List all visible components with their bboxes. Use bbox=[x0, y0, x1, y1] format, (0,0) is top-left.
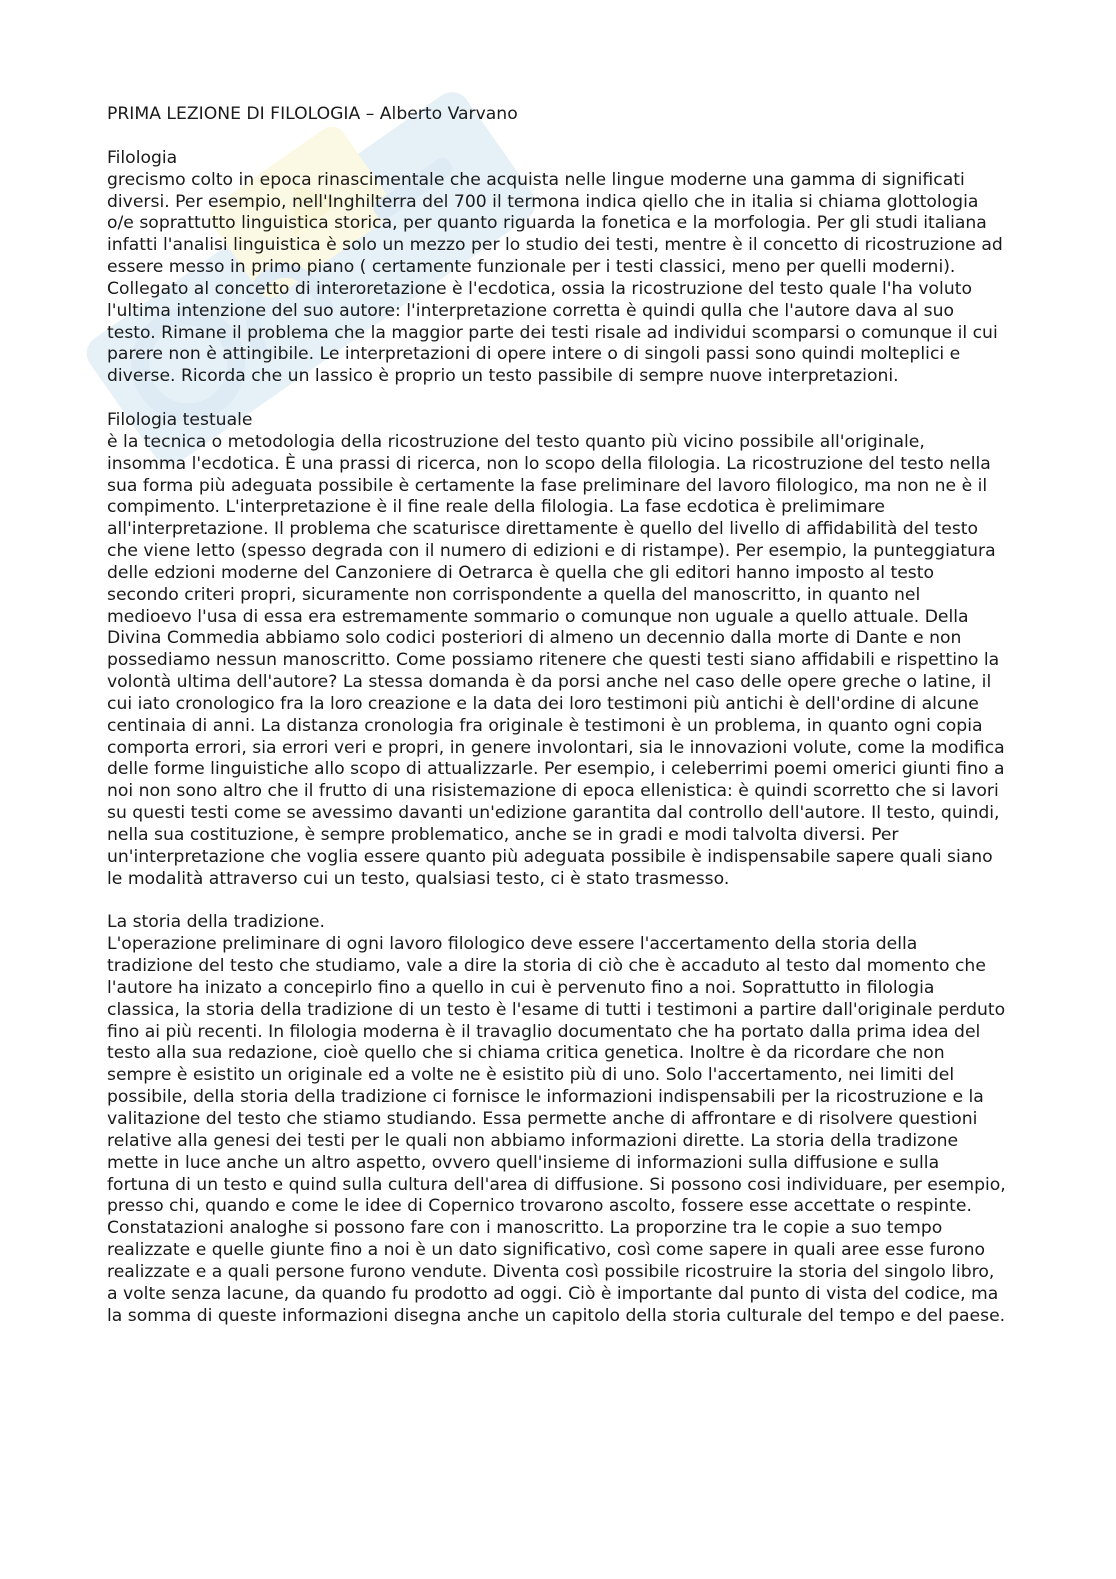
section-filologia bbox=[107, 148, 1007, 388]
section-heading: Filologia bbox=[107, 147, 178, 168]
section-filologia-testuale bbox=[107, 410, 1007, 891]
section-heading: La storia della tradizione. bbox=[107, 912, 325, 933]
section-storia-tradizione bbox=[107, 912, 1007, 1327]
document-title: PRIMA LEZIONE DI FILOLOGIA – Alberto Varvano bbox=[107, 104, 518, 124]
section-paragraph: L'operazione preliminare di ogni lavoro filologico deve essere l'accertamento della storia della tradizione del testo che studiamo, vale a dire la storia di ciò che è accaduto al testo dal momento che l'autore ha inizato a concepirlo fino a quello in cui è pervenuto fino a noi. Soprattutto in filologia classica, la storia della tradizione di un testo è l'esame di tutti i testimoni a partire dall'originale perduto fino ai più recenti. In filologia moderna è il travaglio documentato che ha portato dalla prima idea del testo alla sua redazione, cioè quello che si chiama critica genetica. Inoltre è da ricordare che non sempre è esistito un originale ed a volte ne è esistito più di uno. Solo l'accertamento, nei limiti del possibile, della storia della tradizione ci fornisce le informazioni indispensabili per la ricostruzione e la valitazione del testo che stiamo studiando. Essa permette anche di affrontare e di risolvere questioni relative alla genesi dei testi per le quali non abbiamo informazioni dirette. La storia della tradizone mette in luce anche un altro aspetto, ovvero quell'insieme di informazioni sulla diffusione e sulla fortuna di un testo e quind sulla cultura dell'area di diffusione. Si possono cosi individuare, per esempio, presso chi, quando e come le idee di Copernico trovarono ascolto, fossere esse accettate o respinte. Constatazioni analoghe si possono fare con i manoscritto. La proporzine tra le copie a suo tempo realizzate e quelle giunte fino a noi è un dato significativo, così come sapere in quali aree esse furono realizzate e a quali persone furono vendute. Diventa così possibile ricostruire la storia del singolo libro, a volte senza lacune, da quando fu prodotto ad oggi. Ciò è importante dal punto di vista del codice, ma la somma di queste informazioni disegna anche un capitolo della storia culturale del tempo e del paese. bbox=[107, 934, 1006, 1326]
document-page bbox=[107, 104, 1007, 1349]
section-paragraph: è la tecnica o metodologia della ricostruzione del testo quanto più vicino possibile all'originale, insomma l'ecdotica. È una prassi di ricerca, non lo scopo della filologia. La ricostruzione del testo nella sua forma più adeguata possibile è certamente la fase preliminare del lavoro filologico, ma non ne è il compimento. L'interpretazione è il fine reale della filologia. La fase ecdotica è prelimimare all'interpretazione. Il problema che scaturisce direttamente è quello del livello di affidabilità del testo che viene letto (spesso degrada con il numero di edizioni e di ristampe). Per esempio, la punteggiatura delle edzioni moderne del Canzoniere di Oetrarca è quella che gli editori hanno imposto al testo secondo criteri propri, sicuramente non corrispondente a quella del manoscritto, in quanto nel medioevo l'usa di essa era estremamente sommario o comunque non uguale a quello attuale. Della Divina Commedia abbiamo solo codici posteriori di almeno un decennio dalla morte di Dante e non possediamo nessun manoscritto. Come possiamo ritenere che questi testi siano affidabili e rispettino la volontà ultima dell'autore? La stessa domanda è da porsi anche nel caso delle opere greche o latine, il cui iato cronologico fra la loro creazione e la data dei loro testimoni più antichi è dell'ordine di alcune centinaia di anni. La distanza cronologia fra originale è testimoni è un problema, in quanto ogni copia comporta errori, sia errori veri e propri, in genere involontari, sia le innovazioni volute, come la modifica delle forme linguistiche allo scopo di attualizzarle. Per esempio, i celeberrimi poemi omerici giunti fino a noi non sono altro che il frutto di una risistemazione di epoca ellenistica: è quindi scorretto che si lavori su questi testi come se avessimo davanti un'edizione garantita dal controllo dell'autore. Il testo, quindi, nella sua costituzione, è sempre problematico, anche se in gradi e modi talvolta diversi. Per un'interpretazione che voglia essere quanto più adeguata possibile è indispensabile sapere quali siano le modalità attraverso cui un testo, qualsiasi testo, ci è stato trasmesso. bbox=[107, 431, 1005, 889]
section-paragraph: grecismo colto in epoca rinascimentale che acquista nelle lingue moderne una gamma di significati diversi. Per esempio, nell'Inghilterra del 700 il termona indica qiello che in italia si chiama glottologia o/e soprattutto linguistica storica, per quanto riguarda la fonetica e la morfologia. Per gli studi italiana infatti l'analisi linguistica è solo un mezzo per lo studio dei testi, mentre è il concetto di ricostruzione ad essere messo in primo piano ( certamente funzionale per i testi classici, meno per quelli moderni). Collegato al concetto di interoretazione è l'ecdotica, ossia la ricostruzione del testo quale l'ha voluto l'ultima intenzione del suo autore: l'interpretazione corretta è quindi qulla che l'autore dava al suo testo. Rimane il problema che la maggior parte dei testi risale ad individui scomparsi o comunque il cui parere non è attingibile. Le interpretazioni di opere intere o di singoli passi sono quindi molteplici e diverse. Ricorda che un lassico è proprio un testo passibile di sempre nuove interpretazioni. bbox=[107, 169, 1003, 387]
section-heading: Filologia testuale bbox=[107, 409, 253, 430]
